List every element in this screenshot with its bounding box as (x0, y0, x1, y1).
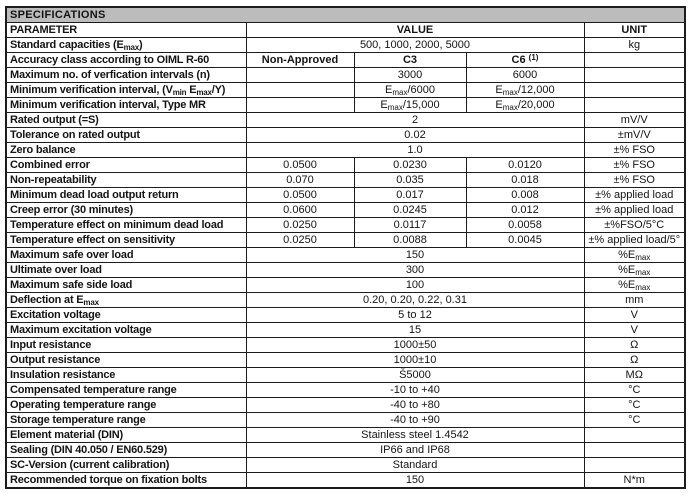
unit-cell: ±%FSO/5°C (584, 218, 685, 233)
value-cell (246, 83, 354, 98)
value-cell: C3 (354, 53, 466, 68)
value-cell: IP66 and IP68 (246, 443, 584, 458)
value-cell: 0.0230 (354, 158, 466, 173)
value-cell: 15 (246, 323, 584, 338)
value-cell: 0.0117 (354, 218, 466, 233)
parameter-cell: Accuracy class according to OIML R-60 (6, 53, 246, 68)
parameter-cell: Temperature effect on sensitivity (6, 233, 246, 248)
unit-cell (584, 53, 685, 68)
value-cell: 3000 (354, 68, 466, 83)
value-cell: 0.0245 (354, 203, 466, 218)
unit-cell: mV/V (584, 113, 685, 128)
title-row (6, 7, 685, 23)
value-cell: $E_{max}/12,000$ (466, 83, 584, 98)
parameter-cell: Temperature effect on minimum dead load (6, 218, 246, 233)
table-row (6, 68, 685, 83)
table-row (6, 188, 685, 203)
value-cell: 1000±50 (246, 338, 584, 353)
parameter-cell: Maximum safe over load (6, 248, 246, 263)
parameter-cell: Minimum verification interval, Type MR (6, 98, 246, 113)
value-cell: 0.02 (246, 128, 584, 143)
specifications-table (5, 6, 686, 489)
unit-cell: $\%E_{max}$ (584, 263, 685, 278)
value-cell: 150 (246, 473, 584, 489)
value-cell: 2 (246, 113, 584, 128)
value-cell: $E_{max}/6000$ (354, 83, 466, 98)
parameter-cell: Excitation voltage (6, 308, 246, 323)
column-header-parameter: PARAMETER (6, 23, 246, 38)
unit-cell: $\%E_{max}$ (584, 278, 685, 293)
value-cell: -10 to +40 (246, 383, 584, 398)
table-row (6, 113, 685, 128)
parameter-cell: Zero balance (6, 143, 246, 158)
table-row (6, 383, 685, 398)
table-row (6, 473, 685, 489)
table-row (6, 83, 685, 98)
table-row (6, 173, 685, 188)
value-cell: 0.0088 (354, 233, 466, 248)
column-header-row (6, 23, 685, 38)
table-row (6, 218, 685, 233)
parameter-cell: Standard capacities $(E_{max})$ (6, 38, 246, 53)
unit-cell: ±% applied load (584, 188, 685, 203)
unit-cell (584, 443, 685, 458)
table-row (6, 338, 685, 353)
parameter-cell: Non-repeatability (6, 173, 246, 188)
table-row (6, 143, 685, 158)
unit-cell: °C (584, 398, 685, 413)
table-row (6, 368, 685, 383)
table-row (6, 428, 685, 443)
value-cell: 0.0045 (466, 233, 584, 248)
value-cell: 0.018 (466, 173, 584, 188)
value-cell: 0.017 (354, 188, 466, 203)
table-row (6, 158, 685, 173)
value-cell: 0.0500 (246, 188, 354, 203)
value-cell: -40 to +90 (246, 413, 584, 428)
unit-cell: ±% applied load (584, 203, 685, 218)
parameter-cell: Combined error (6, 158, 246, 173)
unit-cell: MΩ (584, 368, 685, 383)
parameter-cell: Output resistance (6, 353, 246, 368)
unit-cell: °C (584, 413, 685, 428)
unit-cell: V (584, 308, 685, 323)
value-cell: 0.0250 (246, 218, 354, 233)
table-row (6, 323, 685, 338)
value-cell: 0.0058 (466, 218, 584, 233)
value-cell: -40 to +80 (246, 398, 584, 413)
parameter-cell: Element material (DIN) (6, 428, 246, 443)
value-cell: 6000 (466, 68, 584, 83)
unit-cell: °C (584, 383, 685, 398)
value-cell: C6 $^{(1)}$ (466, 53, 584, 68)
column-header-unit: UNIT (584, 23, 685, 38)
parameter-cell: Ultimate over load (6, 263, 246, 278)
unit-cell: ±% FSO (584, 173, 685, 188)
table-row (6, 308, 685, 323)
unit-cell (584, 68, 685, 83)
table-title: SPECIFICATIONS (6, 7, 685, 23)
parameter-cell: Tolerance on rated output (6, 128, 246, 143)
table-row (6, 38, 685, 53)
unit-cell (584, 98, 685, 113)
spec-table-body (6, 38, 685, 489)
unit-cell: Ω (584, 353, 685, 368)
value-cell: 0.20, 0.20, 0.22, 0.31 (246, 293, 584, 308)
parameter-cell: Minimum dead load output return (6, 188, 246, 203)
unit-cell: $\%E_{max}$ (584, 248, 685, 263)
parameter-cell: Maximum excitation voltage (6, 323, 246, 338)
table-row (6, 398, 685, 413)
value-cell: 0.070 (246, 173, 354, 188)
table-row (6, 248, 685, 263)
table-row (6, 443, 685, 458)
unit-cell: ±mV/V (584, 128, 685, 143)
value-cell (246, 68, 354, 83)
table-row (6, 128, 685, 143)
column-header-value: VALUE (246, 23, 584, 38)
value-cell: Non-Approved (246, 53, 354, 68)
parameter-cell: Input resistance (6, 338, 246, 353)
table-row (6, 263, 685, 278)
unit-cell: ±% FSO (584, 143, 685, 158)
value-cell: 0.0120 (466, 158, 584, 173)
value-cell: 0.0500 (246, 158, 354, 173)
parameter-cell: Sealing (DIN 40.050 / EN60.529) (6, 443, 246, 458)
value-cell: 5 to 12 (246, 308, 584, 323)
value-cell: Stainless steel 1.4542 (246, 428, 584, 443)
value-cell: 1000±10 (246, 353, 584, 368)
value-cell: 0.0250 (246, 233, 354, 248)
unit-cell: ±% applied load/5° (584, 233, 685, 248)
parameter-cell: Recommended torque on fixation bolts (6, 473, 246, 489)
table-row (6, 278, 685, 293)
value-cell: $E_{max}/20,000$ (466, 98, 584, 113)
parameter-cell: SC-Version (current calibration) (6, 458, 246, 473)
unit-cell (584, 83, 685, 98)
table-row (6, 353, 685, 368)
parameter-cell: Minimum verification interval, ($V_{min}$ $E_{max}/Y$) (6, 83, 246, 98)
value-cell: 0.012 (466, 203, 584, 218)
table-row (6, 98, 685, 113)
parameter-cell: Storage temperature range (6, 413, 246, 428)
unit-cell (584, 428, 685, 443)
value-cell: 0.0600 (246, 203, 354, 218)
unit-cell: V (584, 323, 685, 338)
unit-cell: ±% FSO (584, 158, 685, 173)
table-row (6, 203, 685, 218)
value-cell: $E_{max}/15,000$ (354, 98, 466, 113)
value-cell: 500, 1000, 2000, 5000 (246, 38, 584, 53)
parameter-cell: Deflection at $E_{max}$ (6, 293, 246, 308)
parameter-cell: Insulation resistance (6, 368, 246, 383)
parameter-cell: Operating temperature range (6, 398, 246, 413)
value-cell: 0.035 (354, 173, 466, 188)
unit-cell (584, 458, 685, 473)
value-cell: 0.008 (466, 188, 584, 203)
value-cell: 150 (246, 248, 584, 263)
unit-cell: mm (584, 293, 685, 308)
value-cell: Standard (246, 458, 584, 473)
table-row (6, 458, 685, 473)
value-cell: 1.0 (246, 143, 584, 158)
unit-cell: Ω (584, 338, 685, 353)
table-row (6, 233, 685, 248)
value-cell: Š5000 (246, 368, 584, 383)
unit-cell: N*m (584, 473, 685, 489)
value-cell: 100 (246, 278, 584, 293)
parameter-cell: Maximum no. of verfication intervals (n) (6, 68, 246, 83)
table-row (6, 293, 685, 308)
table-row (6, 413, 685, 428)
unit-cell: kg (584, 38, 685, 53)
parameter-cell: Compensated temperature range (6, 383, 246, 398)
parameter-cell: Creep error (30 minutes) (6, 203, 246, 218)
value-cell: 300 (246, 263, 584, 278)
table-row (6, 53, 685, 68)
value-cell (246, 98, 354, 113)
parameter-cell: Rated output (=S) (6, 113, 246, 128)
parameter-cell: Maximum safe side load (6, 278, 246, 293)
